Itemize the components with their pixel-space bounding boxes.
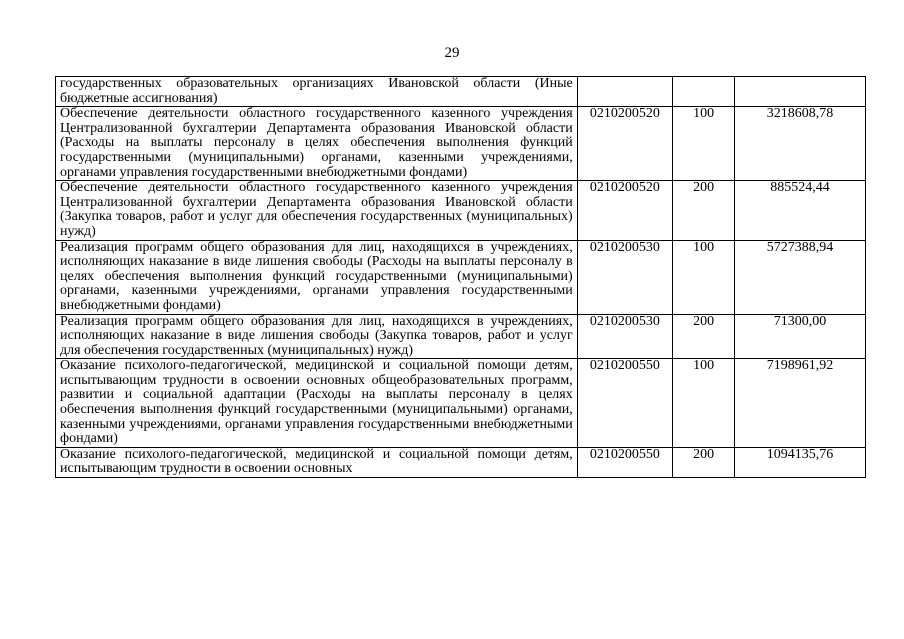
row-target-code: 0210200550 [577, 359, 672, 448]
row-description-cell [56, 447, 578, 477]
row-expense-type: 200 [673, 181, 735, 240]
row-description: Обеспечение деятельности областного государственного казенного учреждения Централизованной бухгалтерии Департамента образования Ивановской области (Расходы на выплаты персоналу в целях обеспечения выполнения функций государственными (муниципальными) органами, казенными учреждениями, органами управления государственными внебюджетными фондами) [56, 107, 578, 181]
row-target-code: 0210200530 [577, 314, 672, 359]
row-description: Оказание психолого-педагогической, медицинской и социальной помощи детям, испытывающим трудности в освоении основных [60, 447, 573, 477]
row-target-code: 0210200530 [577, 240, 672, 314]
row-amount: 71300,00 [735, 314, 866, 359]
table-row [56, 77, 866, 107]
table-row [56, 240, 866, 314]
row-target-code: 0210200520 [577, 107, 672, 181]
row-amount: 5727388,94 [735, 240, 866, 314]
row-expense-type: 100 [673, 359, 735, 448]
row-expense-type: 200 [673, 314, 735, 359]
row-expense-type [673, 77, 735, 107]
row-target-code [577, 77, 672, 107]
page-number: 29 [444, 45, 460, 61]
row-description: Реализация программ общего образования для лиц, находящихся в учреждениях, исполняющих наказание в виде лишения свободы (Закупка товаров, работ и услуг для обеспечения государственных (муниципальных) нужд) [56, 314, 578, 359]
row-expense-type: 200 [673, 447, 735, 477]
row-target-code: 0210200550 [577, 447, 672, 477]
table-row [56, 314, 866, 359]
row-expense-type: 100 [673, 240, 735, 314]
row-target-code: 0210200520 [577, 181, 672, 240]
row-description: государственных образовательных организациях Ивановской области (Иные бюджетные ассигнования) [56, 77, 578, 107]
table-row [56, 359, 866, 448]
table-row [56, 181, 866, 240]
row-description: Реализация программ общего образования для лиц, находящихся в учреждениях, исполняющих наказание в виде лишения свободы (Расходы на выплаты персоналу в целях обеспечения выполнения функций государственными (муниципальными) органами, казенными учреждениями, органами управления государственными внебюджетными фондами) [56, 240, 578, 314]
row-amount: 885524,44 [735, 181, 866, 240]
table-row [56, 107, 866, 181]
row-amount [735, 77, 866, 107]
row-description: Обеспечение деятельности областного государственного казенного учреждения Централизованной бухгалтерии Департамента образования Ивановской области (Закупка товаров, работ и услуг для обеспечения государственных (муниципальных) нужд) [56, 181, 578, 240]
table-row [56, 447, 866, 477]
row-description: Оказание психолого-педагогической, медицинской и социальной помощи детям, испытывающим трудности в освоении основных общеобразовательных программ, развитии и социальной адаптации (Расходы на выплаты персоналу в целях обеспечения выполнения функций государственными (муниципальными) органами, казенными учреждениями, органами управления государственными внебюджетными фондами) [56, 359, 578, 448]
row-amount: 7198961,92 [735, 359, 866, 448]
budget-table [55, 76, 866, 478]
row-expense-type: 100 [673, 107, 735, 181]
row-amount: 3218608,78 [735, 107, 866, 181]
row-amount: 1094135,76 [735, 447, 866, 477]
